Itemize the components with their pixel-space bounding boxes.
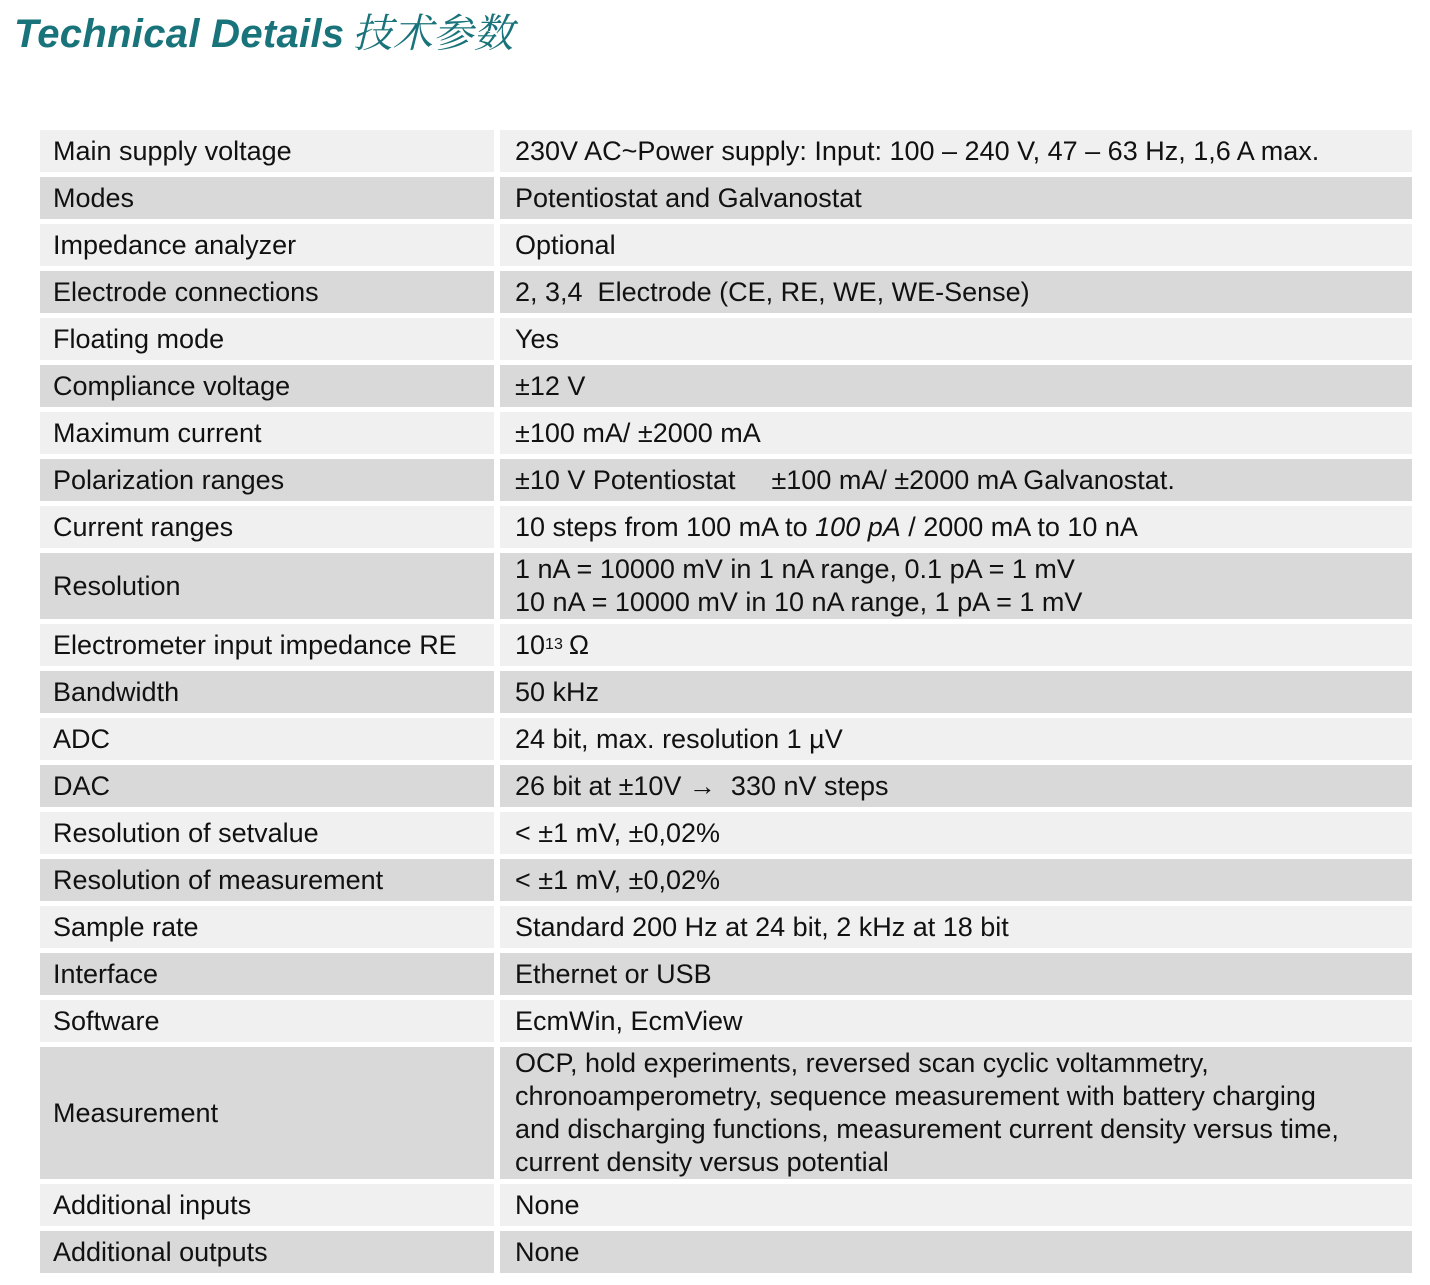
spec-row-maximum-current xyxy=(40,412,1412,454)
spec-row-additional-inputs xyxy=(40,1184,1412,1226)
spec-row-polarization-ranges xyxy=(40,459,1412,501)
page-title xyxy=(14,2,514,59)
spec-value: ±12 V xyxy=(500,365,1412,407)
spec-value: < ±1 mV, ±0,02% xyxy=(500,859,1412,901)
spec-label: Resolution of measurement xyxy=(40,859,494,901)
spec-label: Floating mode xyxy=(40,318,494,360)
spec-value: 24 bit, max. resolution 1 µV xyxy=(500,718,1412,760)
spec-value: < ±1 mV, ±0,02% xyxy=(500,812,1412,854)
spec-value: 50 kHz xyxy=(500,671,1412,713)
spec-label: DAC xyxy=(40,765,494,807)
spec-table xyxy=(40,130,1412,1278)
spec-value-unit: Ω xyxy=(568,629,590,660)
spec-row-current-ranges xyxy=(40,506,1412,548)
spec-value: None xyxy=(500,1231,1412,1273)
spec-value: 230V AC~Power supply: Input: 100 – 240 V, 47 – 63 Hz, 1,6 A max. xyxy=(500,130,1412,172)
spec-label: Electrode connections xyxy=(40,271,494,313)
spec-value xyxy=(500,553,1412,619)
spec-value xyxy=(500,1047,1412,1179)
spec-label: Polarization ranges xyxy=(40,459,494,501)
spec-row-software xyxy=(40,1000,1412,1042)
spec-row-modes xyxy=(40,177,1412,219)
spec-value-line: OCP, hold experiments, reversed scan cyclic voltammetry, xyxy=(515,1048,1209,1078)
spec-label: Bandwidth xyxy=(40,671,494,713)
spec-label: Maximum current xyxy=(40,412,494,454)
spec-row-impedance-analyzer xyxy=(40,224,1412,266)
spec-value-text: / 2000 mA to 10 nA xyxy=(900,511,1138,542)
spec-value: Yes xyxy=(500,318,1412,360)
spec-row-compliance-voltage xyxy=(40,365,1412,407)
spec-label: Resolution xyxy=(40,553,494,619)
spec-value: 10 13 Ω xyxy=(500,624,1412,666)
spec-row-interface xyxy=(40,953,1412,995)
spec-label: Modes xyxy=(40,177,494,219)
spec-row-electrode-connections xyxy=(40,271,1412,313)
spec-value xyxy=(500,506,1412,548)
spec-value: Standard 200 Hz at 24 bit, 2 kHz at 18 bit xyxy=(500,906,1412,948)
spec-label: Resolution of setvalue xyxy=(40,812,494,854)
spec-row-dac xyxy=(40,765,1412,807)
spec-label: Interface xyxy=(40,953,494,995)
spec-row-measurement xyxy=(40,1047,1412,1179)
spec-value: None xyxy=(500,1184,1412,1226)
page-title-cn: 技术参数 xyxy=(352,11,514,57)
spec-row-resolution-of-measurement xyxy=(40,859,1412,901)
spec-row-resolution xyxy=(40,553,1412,619)
spec-label: Additional outputs xyxy=(40,1231,494,1273)
spec-row-electrometer-input-impedance xyxy=(40,624,1412,666)
spec-value: ±100 mA/ ±2000 mA xyxy=(500,412,1412,454)
page-title-en: Technical Details xyxy=(14,12,345,56)
spec-label: Additional inputs xyxy=(40,1184,494,1226)
spec-label: ADC xyxy=(40,718,494,760)
spec-label: Software xyxy=(40,1000,494,1042)
spec-label: Compliance voltage xyxy=(40,365,494,407)
spec-value: Potentiostat and Galvanostat xyxy=(500,177,1412,219)
spec-row-bandwidth xyxy=(40,671,1412,713)
spec-label: Measurement xyxy=(40,1047,494,1179)
spec-row-floating-mode xyxy=(40,318,1412,360)
spec-label: Main supply voltage xyxy=(40,130,494,172)
spec-value: Optional xyxy=(500,224,1412,266)
spec-value-text: 10 steps from 100 mA to xyxy=(515,511,816,542)
spec-row-adc xyxy=(40,718,1412,760)
spec-label: Current ranges xyxy=(40,506,494,548)
spec-row-resolution-of-setvalue xyxy=(40,812,1412,854)
spec-value-potentiostat: ±10 V Potentiostat xyxy=(515,464,736,495)
spec-value-line: chronoamperometry, sequence measurement with battery charging xyxy=(515,1081,1316,1111)
spec-value-line: current density versus potential xyxy=(515,1147,889,1177)
spec-label: Impedance analyzer xyxy=(40,224,494,266)
spec-value-base: 10 xyxy=(515,629,546,660)
spec-value: Ethernet or USB xyxy=(500,953,1412,995)
spec-value: 26 bit at ±10V → 330 nV steps xyxy=(500,765,1412,807)
spec-value: EcmWin, EcmView xyxy=(500,1000,1412,1042)
spec-value-italic: 100 pA xyxy=(815,511,901,542)
spec-value: 2, 3,4 Electrode (CE, RE, WE, WE-Sense) xyxy=(500,271,1412,313)
spec-label: Sample rate xyxy=(40,906,494,948)
spec-value-line: 10 nA = 10000 mV in 10 nA range, 1 pA = 1 mV xyxy=(515,587,1083,617)
spec-label: Electrometer input impedance RE xyxy=(40,624,494,666)
spec-value-line: 1 nA = 10000 mV in 1 nA range, 0.1 pA = 1 mV xyxy=(515,554,1075,584)
spec-row-additional-outputs xyxy=(40,1231,1412,1273)
spec-row-sample-rate xyxy=(40,906,1412,948)
spec-value-galvanostat: ±100 mA/ ±2000 mA Galvanostat. xyxy=(771,464,1175,495)
spec-value xyxy=(500,459,1412,501)
spec-value-line: and discharging functions, measurement current density versus time, xyxy=(515,1114,1339,1144)
spec-row-main-supply-voltage xyxy=(40,130,1412,172)
